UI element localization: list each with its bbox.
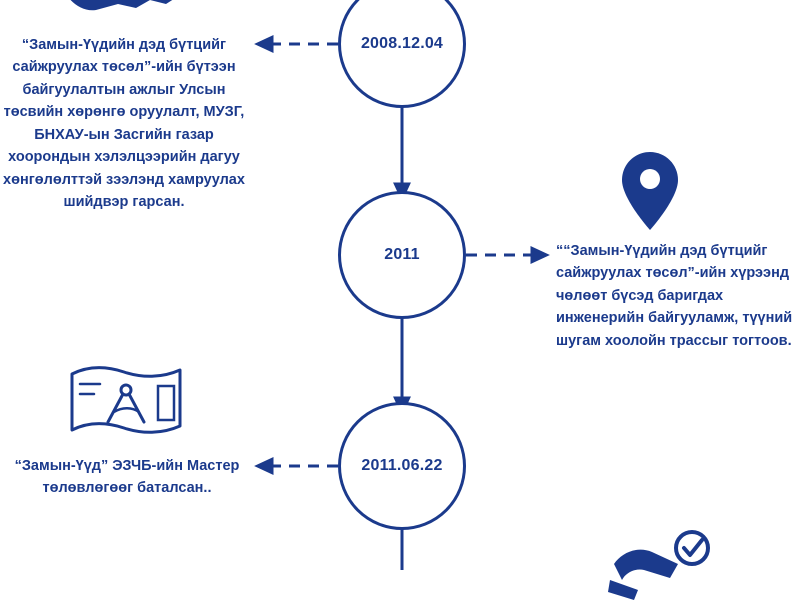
timeline-note-1: “Замын-Үүдийн дэд бүтцийг сайжруулах төсөл”-ийн бүтээн байгуулалтын ажлыг Улсын төсвийн хөрөнгө оруулалт, МУЗГ, БНХАУ-ын Засгийн газар хоорондын хэлэлцээрийн дагуу хөнгөлөлттэй зээлэнд хамруулах шийдвэр гарсан.: [3, 37, 245, 211]
timeline-node-3-label: 2011.06.22: [361, 457, 443, 474]
timeline-note-2: ““Замын-Үүдийн дэд бүтцийг сайжруулах төсөл”-ийн хүрээнд чөлөөт бүсэд баригдах инженерийн байгууламж, түүний шугам хоолойн трассыг тогтоов.: [556, 243, 793, 349]
timeline-node-1[interactable]: [338, 0, 466, 108]
hand-check-icon: [608, 530, 718, 600]
timeline-node-2-label: 2011: [384, 246, 420, 263]
timeline-node-1-label: 2008.12.04: [360, 35, 444, 52]
timeline-note-3: “Замын-Үүд” ЭЗЧБ-ийн Мастер төлөвлөгөөг баталсан..: [14, 458, 240, 497]
timeline-node-2[interactable]: [338, 191, 466, 319]
handshake-icon: [62, 0, 192, 34]
map-pin-icon: [622, 152, 678, 230]
timeline-node-3[interactable]: [338, 402, 466, 530]
blueprint-compass-icon: [66, 360, 186, 440]
